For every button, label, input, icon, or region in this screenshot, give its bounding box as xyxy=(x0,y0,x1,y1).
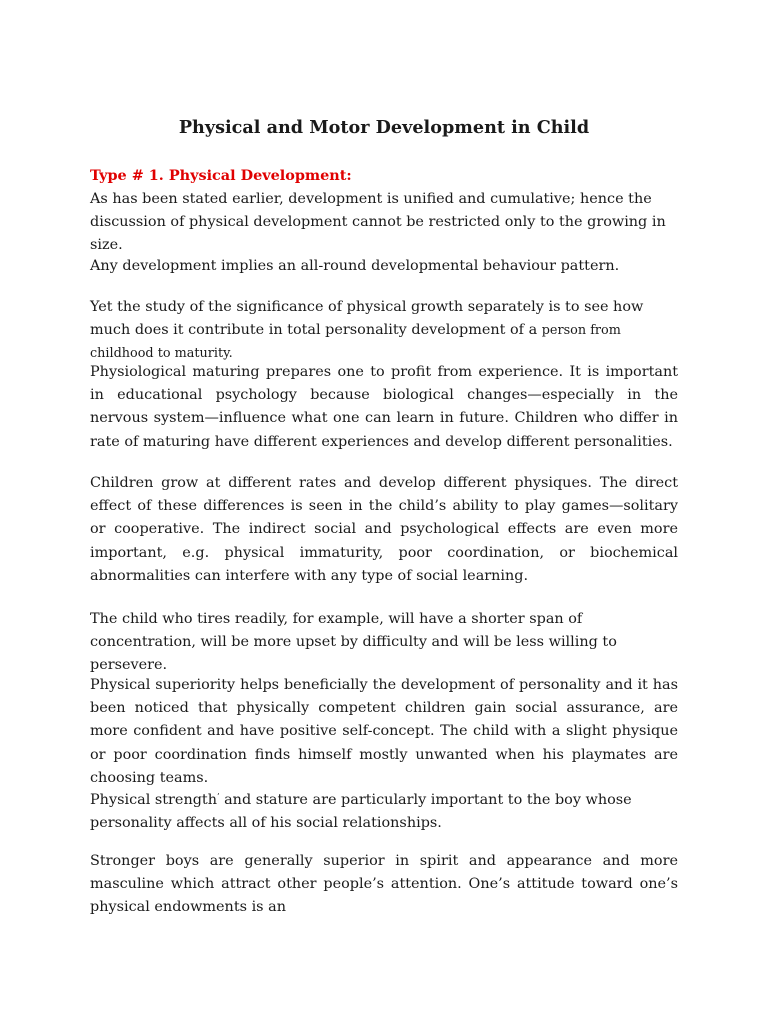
paragraph-6: The child who tires readily, for example, will have a shorter span of concentration, will be more upset by difficulty and will be less willing to persevere. xyxy=(90,611,617,674)
paragraph-3-small-text: person from childhood to maturity. xyxy=(90,323,621,362)
paragraph-5: Children grow at different rates and develop different physiques. The direct effect of these differences is seen in the child’s ability to play games—solitary or cooperative. The indirect social and psychological effects are even more important, e.g. physical immaturity, poor coordination, or biochemical abnormalities can interfere with any type of social learning. xyxy=(90,475,678,584)
paragraph-8-text-a: Physical strength xyxy=(90,792,217,808)
document-title: Physical and Motor Development in Child xyxy=(178,117,590,138)
paragraph-4: Physiological maturing prepares one to profit from experience. It is important in educational psychology because biological changes—especially in the nervous system—influence what one can learn in future. Children who differ in rate of maturing have different experiences and develop different personalities. xyxy=(90,364,678,450)
paragraph-8 xyxy=(90,785,678,835)
paragraph-9: Stronger boys are generally superior in spirit and appearance and more masculine which attract other people’s attention. One’s attitude toward one’s physical endowments is an xyxy=(90,853,678,916)
paragraph-8-text-b: and stature are particularly important to the boy whose personality affects all of his social relationships. xyxy=(90,792,632,832)
paragraph-3-text: Yet the study of the significance of physical growth separately is to see how much does it contribute in total personality development of a xyxy=(90,299,644,339)
paragraph-2: Any development implies an all-round developmental behaviour pattern. xyxy=(90,258,620,274)
paragraph-3 xyxy=(90,296,678,366)
paragraph-8-superscript: ’ xyxy=(216,792,220,801)
paragraph-7: Physical superiority helps beneficially the development of personality and it has been noticed that physically competent children gain social assurance, are more confident and have positive self-concept. The child with a slight physique or poor coordination finds himself mostly unwanted when his playmates are choosing teams. xyxy=(90,677,678,786)
section-heading-physical-development: Type # 1. Physical Development: xyxy=(90,167,352,184)
paragraph-1: As has been stated earlier, development is unified and cumulative; hence the discussion of physical development cannot be restricted only to the growing in size. xyxy=(90,191,666,254)
